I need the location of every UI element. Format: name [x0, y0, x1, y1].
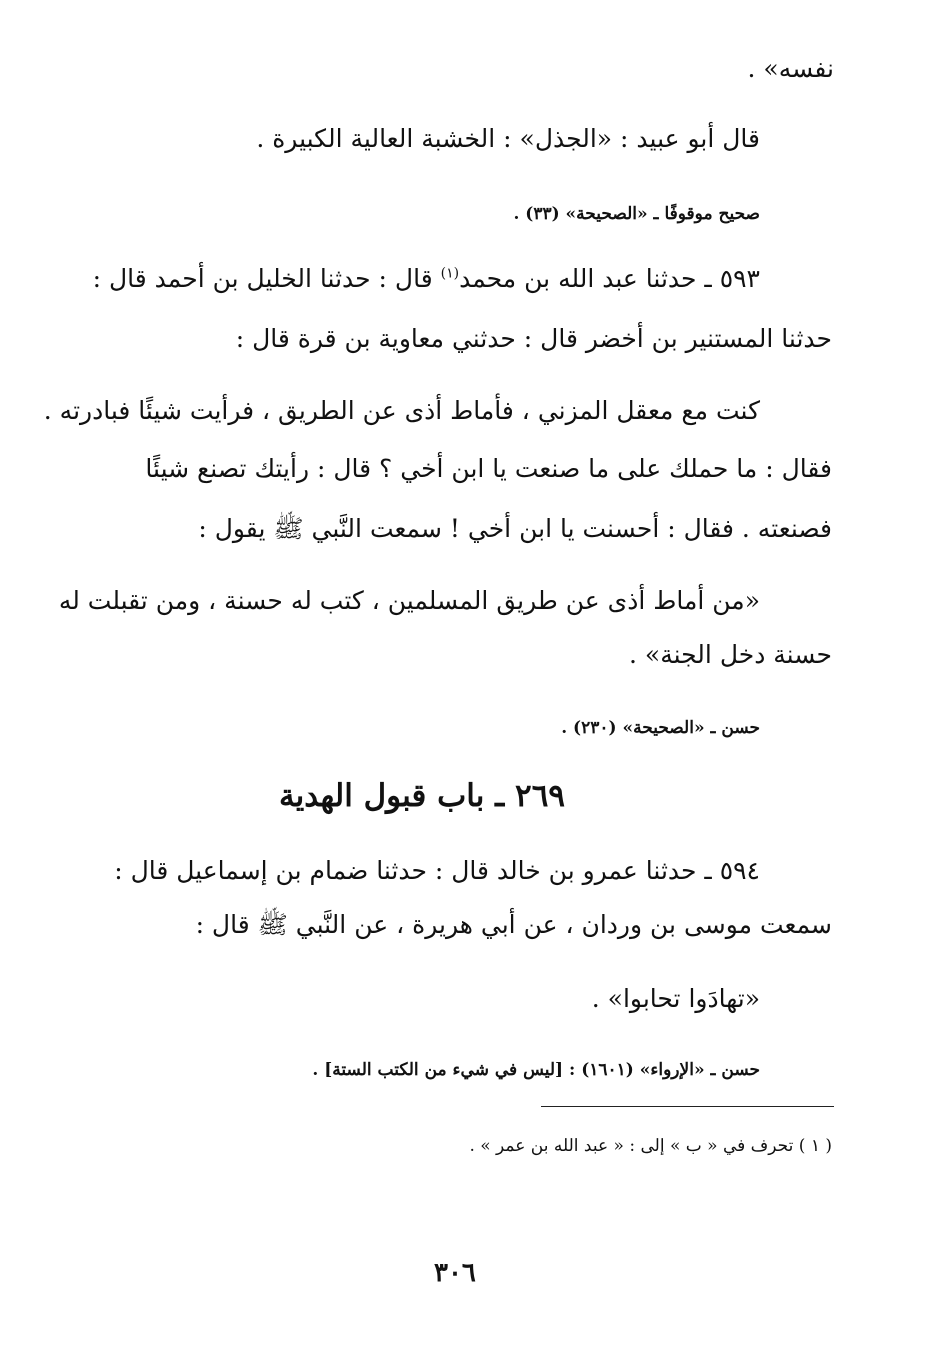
footnote-marker: (١): [440, 265, 460, 282]
hadith-593-isnad-start: ٥٩٣ ـ حدثنا عبد الله بن محمد: [459, 264, 760, 293]
grading-note-3: حسن ـ «الإرواء» (١٦٠١) : [ليس في شيء من الكتب الستة] .: [312, 1060, 760, 1080]
hadith-593-matn-1: «من أماط أذى عن طريق المسلمين ، كتب له حسنة ، ومن تقبلت له: [58, 586, 760, 615]
grading-note-1: صحيح موقوفًا ـ «الصحيحة» (٣٣) .: [513, 204, 760, 224]
hadith-593-isnad-end: قال : حدثنا الخليل بن أحمد قال :: [92, 264, 441, 293]
page-number: ٣٠٦: [434, 1258, 476, 1288]
hadith-593-line-3: كنت مع معقل المزني ، فأماط أذى عن الطريق ، فرأيت شيئًا فبادرته .: [43, 396, 760, 425]
footnote-1: ( ١ ) تحرف في « ب » إلى : « عبد الله بن عمر » .: [469, 1136, 832, 1156]
text-line-1: نفسه» .: [747, 54, 834, 83]
hadith-594-matn: «تهادَوا تحابوا» .: [591, 984, 760, 1013]
hadith-593-line-1: [93, 264, 760, 294]
hadith-593-line-5: فصنعته . فقال : أحسنت يا ابن أخي ! سمعت النَّبي ﷺ يقول :: [198, 514, 832, 543]
grading-note-2: حسن ـ «الصحيحة» (٢٣٠) .: [561, 718, 760, 738]
hadith-594-line-2: سمعت موسى بن وردان ، عن أبي هريرة ، عن النَّبي ﷺ قال :: [195, 910, 832, 939]
hadith-593-line-4: فقال : ما حملك على ما صنعت يا ابن أخي ؟ قال : رأيتك تصنع شيئًا: [145, 454, 832, 483]
hadith-594-line-1: ٥٩٤ ـ حدثنا عمرو بن خالد قال : حدثنا ضمام بن إسماعيل قال :: [114, 856, 760, 885]
text-line-2: قال أبو عبيد : «الجذل» : الخشبة العالية الكبيرة .: [256, 124, 760, 153]
hadith-593-line-2: حدثنا المستنير بن أخضر قال : حدثني معاوية بن قرة قال :: [235, 324, 832, 353]
chapter-heading: ٢٦٩ ـ باب قبول الهدية: [278, 778, 565, 814]
footnote-separator: [541, 1106, 834, 1107]
hadith-593-matn-2: حسنة دخل الجنة» .: [629, 640, 832, 669]
